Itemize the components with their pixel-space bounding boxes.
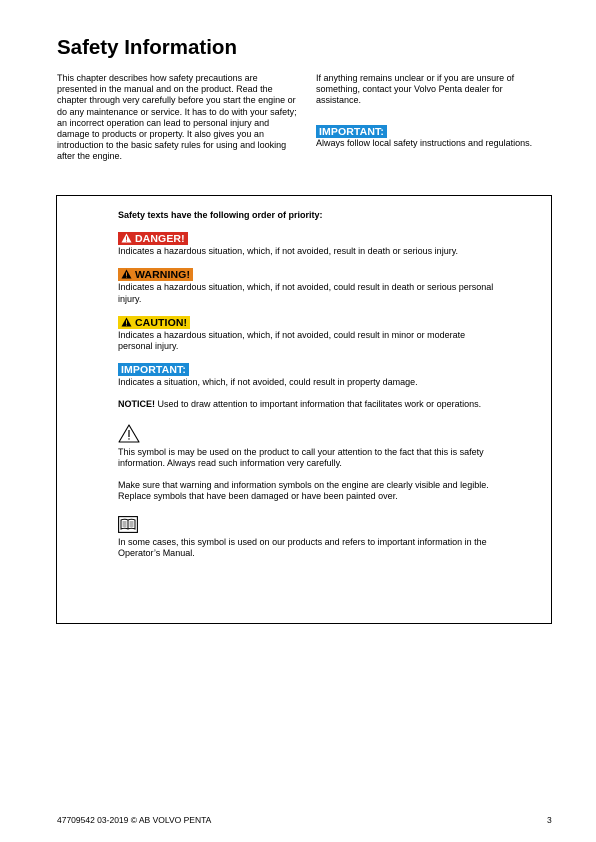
caution-text: Indicates a hazardous situation, which, if not avoided, could result in minor or moderate personal injury. (118, 329, 466, 352)
important-box-text: Indicates a situation, which, if not avoided, could result in property damage. (118, 377, 418, 388)
book-item (118, 514, 498, 560)
page-number: 3 (547, 815, 552, 825)
safety-priority-content (118, 210, 498, 570)
warning-label: WARNING! (135, 269, 191, 282)
book-text: In some cases, this symbol is used on our products and refers to important information in the Operator’s Manual. (118, 536, 487, 559)
safety-priority-box (56, 195, 552, 624)
warning-badge (118, 268, 193, 281)
page-title: Safety Information (57, 36, 237, 59)
symbol-note-item (118, 480, 498, 502)
important-box-badge: IMPORTANT: (118, 363, 189, 376)
notice-label: NOTICE! (118, 399, 155, 410)
priority-heading: Safety texts have the following order of priority: (118, 210, 323, 220)
symbol-note-text: Make sure that warning and information symbols on the engine are clearly visible and legible. Replace symbols that have been damaged or have been painted over. (118, 480, 489, 502)
danger-item (118, 232, 498, 257)
symbol-item (118, 422, 498, 470)
caution-item (118, 316, 498, 352)
important-note: Always follow local safety instructions and regulations. (316, 137, 533, 148)
caution-badge (118, 316, 190, 329)
important-badge: IMPORTANT: (316, 125, 387, 138)
warning-triangle-icon (121, 269, 132, 279)
danger-text: Indicates a hazardous situation, which, if not avoided, result in death or serious injury. (118, 246, 459, 257)
warning-triangle-icon (118, 424, 140, 443)
notice-item (118, 399, 498, 410)
symbol-text: This symbol is may be used on the product to call your attention to the fact that this is safety information. Always read such information very carefully. (118, 446, 484, 469)
dealer-paragraph: If anything remains unclear or if you are unsure of something, contact your Volvo Penta dealer for assistance. (316, 73, 515, 106)
danger-badge (118, 232, 188, 245)
warning-item (118, 268, 498, 304)
warning-text: Indicates a hazardous situation, which, if not avoided, could result in death or serious personal injury. (118, 282, 494, 304)
notice-text: Used to draw attention to important information that facilitates work or operations. (155, 399, 482, 410)
warning-triangle-icon (121, 317, 132, 327)
danger-label: DANGER! (135, 233, 185, 246)
intro-left-column (57, 73, 297, 163)
intro-paragraph: This chapter describes how safety precautions are presented in the manual and on the product. Read the chapter through very carefully before you start the engine or do any maintenance or service. It has to do with your safety; an incorrect operation can lead to personal injury and damage to products or property. It also gives you an introduction to the basic safety rules for using and looking after the engine. (57, 73, 297, 162)
caution-label: CAUTION! (135, 316, 188, 329)
book-icon (118, 516, 138, 533)
important-item (118, 363, 498, 388)
intro-right-column (316, 73, 546, 149)
footer-doc-id: 47709542 03-2019 © AB VOLVO PENTA (57, 815, 212, 825)
warning-triangle-icon (121, 233, 132, 243)
notice-paragraph (118, 399, 498, 410)
